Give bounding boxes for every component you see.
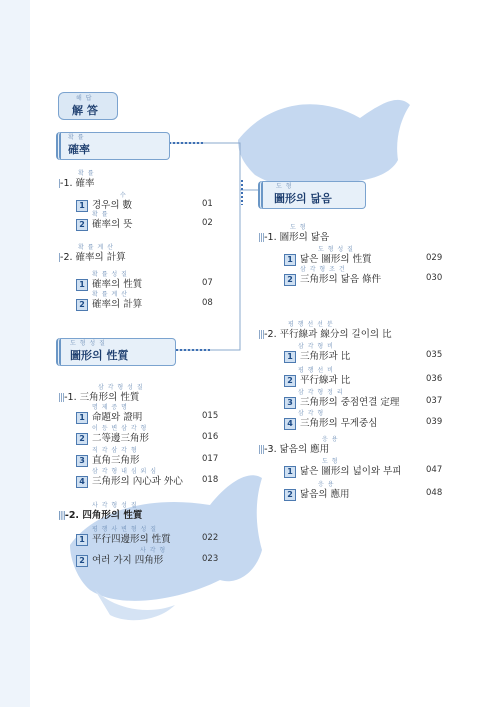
ch1-section2[interactable]: |-2. 確率의 計算 [58,252,126,263]
page-number: 039 [426,417,443,427]
page-number: 047 [426,465,443,475]
ch1-section1[interactable]: |-1. 確率 [58,178,95,189]
toc-item[interactable]: 1 確率의 性質 [76,276,142,291]
page-number: 08 [202,298,213,308]
ruby: 직 각 삼 각 형 [92,447,138,454]
toc-item[interactable]: 1 平行四邊形의 性質 [76,531,171,546]
ruby: 응 용 [318,481,335,488]
toc-item[interactable]: 1 경우의 數 [76,197,132,212]
ruby: 삼 각 형 비 [298,343,334,350]
page-number: 016 [202,432,219,442]
toc-item[interactable]: 2 確率의 計算 [76,296,142,311]
ruby: 이 등 변 삼 각 형 [92,425,148,432]
ch1-s2-ruby: 확 률 계 산 [78,244,114,251]
chapter1-ruby: 확 률 [68,134,85,141]
ruby: 확 률 계 산 [92,291,128,298]
toc-item[interactable]: 2 여러 가지 四角形 [76,552,163,567]
page-number: 030 [426,273,443,283]
page-number: 017 [202,454,219,464]
toc-item[interactable]: 4 三角形의 內心과 外心 [76,473,183,488]
toc-item[interactable]: 1 닮은 圖形의 性質 [284,251,372,266]
ch1-s1-ruby: 확 률 [78,170,95,177]
ch3-section2[interactable]: |||-2. 平行線과 線分의 길이의 比 [258,329,392,340]
ch2-s2-ruby: 사 각 형 성 질 [92,502,138,509]
page-number: 07 [202,278,213,288]
ruby: 삼 각 형 조 건 [300,266,346,273]
answer-ruby: 해 답 [76,95,93,102]
ruby: 사 각 형 [140,547,167,554]
toc-item[interactable]: 3 三角形의 중점연결 定理 [284,394,399,409]
ruby: 삼 각 형 [298,410,325,417]
ruby: 평 행 선 비 [298,367,334,374]
chapter2-ruby: 도 형 성 질 [70,340,106,347]
page-number: 02 [202,218,213,228]
page-number: 035 [426,350,443,360]
ch2-section2[interactable]: |||-2. 四角形의 性質 [58,510,143,521]
toc-item[interactable]: 2 二等邊三角形 [76,430,149,445]
page-number: 01 [202,199,213,209]
page-number: 023 [202,554,219,564]
ch3-s3-ruby: 응 용 [322,436,339,443]
toc-item[interactable]: 4 三角形의 무게중심 [284,415,377,430]
ruby: 삼 각 형 내 심 외 심 [92,468,158,475]
ch3-section1[interactable]: |||-1. 圖形의 닮음 [258,232,330,243]
ruby: 평 행 사 변 형 성 질 [92,526,158,533]
toc-item[interactable]: 2 平行線과 比 [284,372,350,387]
toc-item[interactable]: 1 三角形과 比 [284,348,350,363]
chapter1-title: 確率 [68,143,90,156]
page-number: 018 [202,475,219,485]
toc-item[interactable]: 1 命題와 證明 [76,409,142,424]
chapter3-title: 圖形의 닮음 [274,192,332,205]
toc-item[interactable]: 3 直角三角形 [76,452,140,467]
toc-item[interactable]: 2 三角形의 닮음 條件 [284,271,381,286]
toc-item[interactable]: 2 닮음의 應用 [284,486,350,501]
ruby: 명 제 증 명 [92,404,128,411]
ch3-section3[interactable]: |||-3. 닮음의 應用 [258,444,330,455]
ch3-s2-ruby: 평 행 선 선 분 [288,321,334,328]
chapter2-title: 圖形의 性質 [70,349,129,362]
ruby: 도 형 [322,458,339,465]
ch3-s1-ruby: 도 형 [290,224,307,231]
toc-item[interactable]: 1 닮은 圖形의 넓이와 부피 [284,463,401,478]
page-number: 022 [202,533,219,543]
ch2-section1[interactable]: |||-1. 三角形의 性質 [58,392,140,403]
page-number: 029 [426,253,443,263]
toc-item[interactable]: 2 確率의 뜻 [76,216,132,231]
ruby: 확 률 성 질 [92,271,128,278]
ruby: 삼 각 형 정 리 [298,389,344,396]
ruby: 도 형 성 질 [318,246,354,253]
answer-title: 解 答 [72,104,98,117]
ch2-s1-ruby: 삼 각 형 성 질 [98,384,144,391]
page-number: 037 [426,396,443,406]
page-number: 015 [202,411,219,421]
ruby: 확 률 [92,211,109,218]
chapter3-ruby: 도 형 [276,183,293,190]
ruby: 수 [120,192,127,199]
page-number: 048 [426,488,443,498]
page-number: 036 [426,374,443,384]
